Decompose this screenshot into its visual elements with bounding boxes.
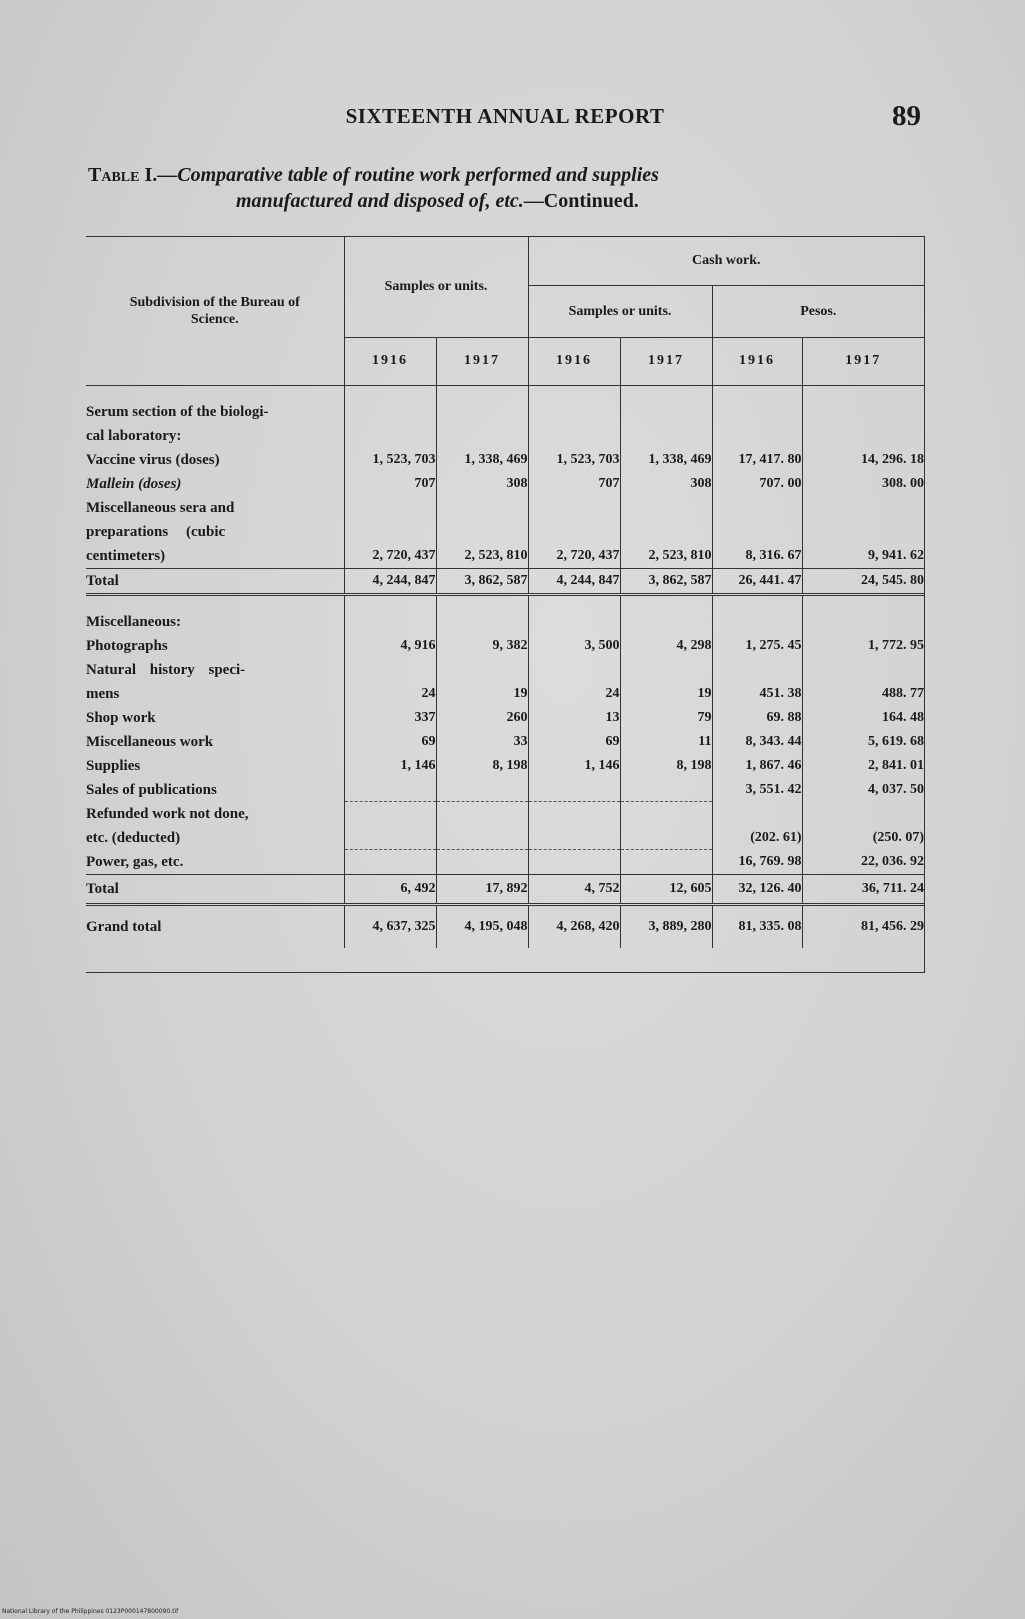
- table-cell: 11: [620, 730, 712, 754]
- year-header: 1916: [712, 337, 802, 385]
- table-cell: 26, 441. 47: [712, 568, 802, 594]
- table-cell: [528, 826, 620, 850]
- table-cell: 308: [436, 472, 528, 496]
- section-heading-text: Serum section of the biologi-: [86, 403, 269, 420]
- table-cell: 1, 146: [344, 754, 436, 778]
- row-label: Mallein (doses): [86, 475, 182, 492]
- table-cell: 4, 298: [620, 634, 712, 658]
- table-cell: 16, 769. 98: [712, 850, 802, 875]
- row-label: Sales of publications: [86, 781, 217, 798]
- table-cell: 8, 198: [436, 754, 528, 778]
- table-row: [86, 682, 924, 706]
- table-row: [86, 544, 924, 569]
- table-cell: 3, 889, 280: [620, 904, 712, 948]
- section-heading-text: cal laboratory:: [86, 427, 182, 444]
- table-cell: 3, 862, 587: [620, 568, 712, 594]
- section-heading: [86, 610, 924, 634]
- table-cell: 81, 335. 08: [712, 904, 802, 948]
- table-cell: [528, 778, 620, 802]
- table-cell: 308: [620, 472, 712, 496]
- running-title: SIXTEENTH ANNUAL REPORT: [345, 104, 665, 128]
- table-row: [86, 448, 924, 472]
- table-cell: 4, 637, 325: [344, 904, 436, 948]
- table-cell: 1, 867. 46: [712, 754, 802, 778]
- table-row: [86, 778, 924, 802]
- scan-footer: National Library of the Philippines 0123P000147800090.tif: [2, 1608, 179, 1615]
- table-cell: [344, 826, 436, 850]
- col-header-cash-work: Cash work.: [528, 237, 924, 285]
- table-cell: [344, 850, 436, 875]
- table-cell: 2, 523, 810: [620, 544, 712, 569]
- page-number: 89: [892, 100, 921, 132]
- table-cell: 3, 862, 587: [436, 568, 528, 594]
- section-heading-text: Miscellaneous:: [86, 613, 181, 630]
- total-row: [86, 874, 924, 904]
- table-cell: 2, 720, 437: [528, 544, 620, 569]
- table-cell: 707. 00: [712, 472, 802, 496]
- table-cell: 707: [344, 472, 436, 496]
- table-cell: 488. 77: [802, 682, 924, 706]
- table-cell: 13: [528, 706, 620, 730]
- table-cell: 4, 037. 50: [802, 778, 924, 802]
- table-cell: 69: [528, 730, 620, 754]
- table-cell: [620, 826, 712, 850]
- table-row: [86, 706, 924, 730]
- year-header: 1917: [802, 337, 924, 385]
- row-label: Natural history speci-: [86, 661, 246, 678]
- row-label: Miscellaneous work: [86, 733, 214, 750]
- year-header: 1917: [436, 337, 528, 385]
- table-cell: 4, 244, 847: [344, 568, 436, 594]
- col-header-samples: Samples or units.: [344, 237, 528, 337]
- table-cell: 1, 338, 469: [436, 448, 528, 472]
- table-cell: 308. 00: [802, 472, 924, 496]
- row-label: Shop work: [86, 709, 156, 726]
- table-cell: 1, 338, 469: [620, 448, 712, 472]
- table-cell: 1, 772. 95: [802, 634, 924, 658]
- table-cell: 451. 38: [712, 682, 802, 706]
- table-cell: [528, 850, 620, 875]
- table-cell: 260: [436, 706, 528, 730]
- table-row: [86, 472, 924, 496]
- table-cell: [620, 778, 712, 802]
- row-label: Miscellaneous sera and: [86, 499, 235, 516]
- year-header: 1917: [620, 337, 712, 385]
- table-cell: 3, 500: [528, 634, 620, 658]
- table-cell: 17, 892: [436, 874, 528, 904]
- data-table-container: [86, 236, 925, 973]
- total-row: [86, 568, 924, 594]
- caption-continued: —Continued.: [523, 190, 639, 212]
- row-label: Photographs: [86, 637, 168, 654]
- table-cell: 1, 523, 703: [528, 448, 620, 472]
- row-label: centimeters): [86, 547, 166, 564]
- table-row: [86, 634, 924, 658]
- table-cell: 4, 244, 847: [528, 568, 620, 594]
- table-cell: 707: [528, 472, 620, 496]
- col-header-subdivision: Subdivision of the Bureau of Science.: [86, 237, 344, 385]
- table-cell: 9, 382: [436, 634, 528, 658]
- table-row: [86, 850, 924, 875]
- table-row: [86, 826, 924, 850]
- row-label: Refunded work not done,: [86, 805, 249, 822]
- table-cell: 2, 841. 01: [802, 754, 924, 778]
- table-cell: 1, 523, 703: [344, 448, 436, 472]
- table-cell: [344, 778, 436, 802]
- table-cell: 81, 456. 29: [802, 904, 924, 948]
- table-cell: 4, 195, 048: [436, 904, 528, 948]
- table-cell: 69. 88: [712, 706, 802, 730]
- data-table: [86, 237, 924, 948]
- table-caption: [88, 162, 928, 214]
- col-header-pesos: Pesos.: [712, 285, 924, 337]
- table-cell: 19: [620, 682, 712, 706]
- caption-line2: manufactured and disposed of, etc.: [236, 190, 524, 212]
- table-cell: 14, 296. 18: [802, 448, 924, 472]
- table-cell: 9, 941. 62: [802, 544, 924, 569]
- table-cell: 12, 605: [620, 874, 712, 904]
- year-header: 1916: [344, 337, 436, 385]
- table-cell: [436, 778, 528, 802]
- table-cell: [436, 850, 528, 875]
- table-cell: 24: [528, 682, 620, 706]
- grand-total-row: [86, 904, 924, 948]
- table-cell: 36, 711. 24: [802, 874, 924, 904]
- col-header-cash-samples: Samples or units.: [528, 285, 712, 337]
- row-label: Power, gas, etc.: [86, 853, 184, 870]
- table-cell: 4, 752: [528, 874, 620, 904]
- table-cell: 4, 916: [344, 634, 436, 658]
- table-cell: 2, 523, 810: [436, 544, 528, 569]
- table-cell: 164. 48: [802, 706, 924, 730]
- year-header: 1916: [528, 337, 620, 385]
- table-cell: 79: [620, 706, 712, 730]
- table-cell: 17, 417. 80: [712, 448, 802, 472]
- table-cell: [620, 850, 712, 875]
- table-cell: 1, 275. 45: [712, 634, 802, 658]
- row-label: etc. (deducted): [86, 829, 181, 846]
- table-cell: 5, 619. 68: [802, 730, 924, 754]
- table-cell: 8, 198: [620, 754, 712, 778]
- table-cell: 2, 720, 437: [344, 544, 436, 569]
- table-cell: 32, 126. 40: [712, 874, 802, 904]
- row-label: Total: [86, 874, 344, 904]
- table-row: [86, 730, 924, 754]
- table-cell: 1, 146: [528, 754, 620, 778]
- table-cell: 24, 545. 80: [802, 568, 924, 594]
- table-row: [86, 754, 924, 778]
- row-label: Total: [86, 568, 344, 594]
- row-label: Grand total: [86, 918, 162, 935]
- table-cell: 33: [436, 730, 528, 754]
- row-label: Vaccine virus (doses): [86, 451, 220, 468]
- table-cell: 8, 343. 44: [712, 730, 802, 754]
- caption-line1: —Comparative table of routine work performed and supplies: [157, 164, 659, 186]
- table-cell: 3, 551. 42: [712, 778, 802, 802]
- table-cell: 19: [436, 682, 528, 706]
- table-cell: (250. 07): [802, 826, 924, 850]
- table-cell: 24: [344, 682, 436, 706]
- table-cell: 8, 316. 67: [712, 544, 802, 569]
- table-cell: 69: [344, 730, 436, 754]
- table-label: Table I.: [88, 164, 158, 186]
- row-label: preparations (cubic: [86, 523, 226, 540]
- table-cell: 6, 492: [344, 874, 436, 904]
- row-label: Supplies: [86, 757, 141, 774]
- table-cell: [436, 826, 528, 850]
- section-heading: [86, 400, 924, 424]
- table-cell: 337: [344, 706, 436, 730]
- table-cell: (202. 61): [712, 826, 802, 850]
- table-cell: 22, 036. 92: [802, 850, 924, 875]
- row-label: mens: [86, 685, 120, 702]
- table-cell: 4, 268, 420: [528, 904, 620, 948]
